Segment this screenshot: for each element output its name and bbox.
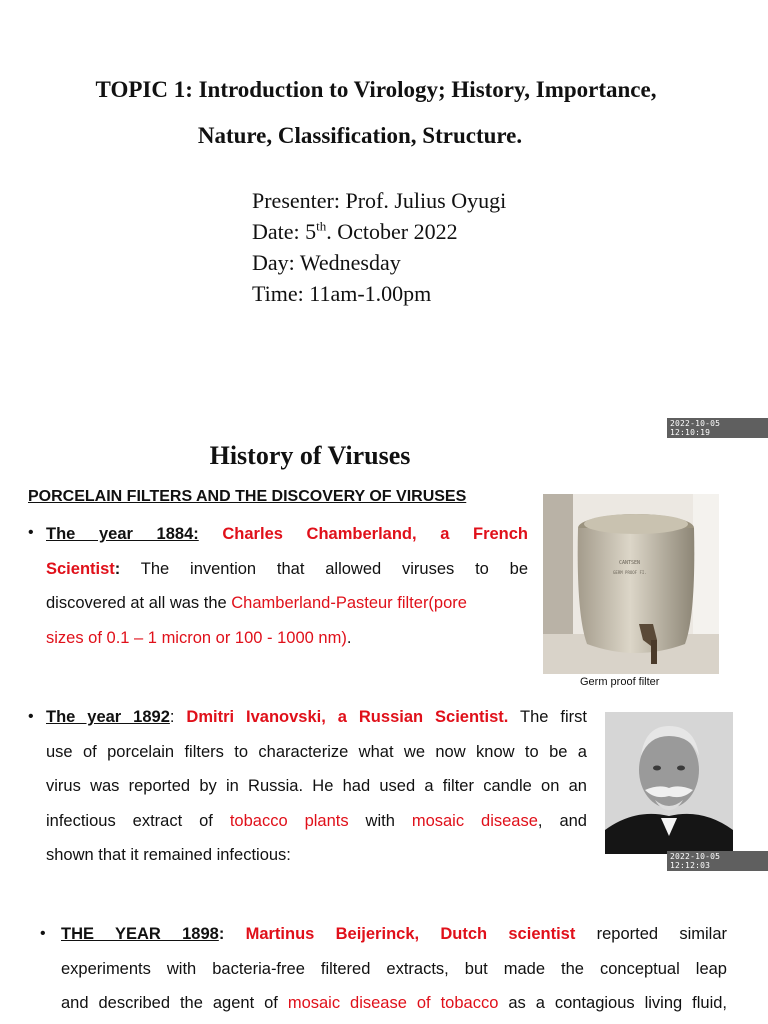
time-text: Time: 11am-1.00pm — [252, 281, 432, 306]
svg-text:CANTSEN: CANTSEN — [619, 560, 641, 566]
topic-title-line-2: Nature, Classification, Structure. — [197, 123, 523, 148]
paragraph-1892: The year 1892: Dmitri Ivanovski, a Russian Scientist. The first use of porcelain filters to characterize what we now know to be a virus was reported by in Russia. He had used a filter candle on an infectious extract of tobacco plants with mosaic disease, and shown that it remained infectious: — [46, 708, 587, 864]
timestamp-badge: 2022-10-05 12:12:03 — [667, 851, 768, 871]
date-text: Date: 5th. October 2022 — [252, 218, 458, 244]
bullet-icon: • — [28, 708, 34, 725]
paragraph-1884: The year 1884: Charles Chamberland, a French Scientist: The invention that allowed viruses to be discovered at all was the Chamberland-Pasteur filter(pore sizes of 0.1 – 1 micron or 100 - 1000 nm). — [46, 525, 529, 647]
ivanovski-portrait — [605, 712, 733, 854]
svg-text:GERM PROOF FI.: GERM PROOF FI. — [613, 570, 647, 575]
germ-proof-filter-photo — [543, 494, 719, 674]
history-title: History of Viruses — [209, 441, 411, 470]
timestamp-badge: 2022-10-05 12:10:19 — [667, 418, 768, 438]
bullet-icon: • — [40, 925, 46, 942]
photo-caption: Germ proof filter — [580, 676, 660, 688]
paragraph-1898: THE YEAR 1898: Martinus Beijerinck, Dutch scientist reported similar experiments with bacteria-free filtered extracts, but made the conceptual leap and described the agent of mosaic disease of tobacco as a contagious living fluid, — [61, 925, 727, 1012]
bullet-icon: • — [28, 524, 34, 541]
section-subheading: PORCELAIN FILTERS AND THE DISCOVERY OF VIRUSES — [28, 488, 467, 505]
presenter-text: Presenter: Prof. Julius Oyugi — [252, 188, 507, 213]
day-text: Day: Wednesday — [252, 250, 401, 275]
topic-title-line-1: TOPIC 1: Introduction to Virology; History, Importance, — [95, 77, 657, 102]
